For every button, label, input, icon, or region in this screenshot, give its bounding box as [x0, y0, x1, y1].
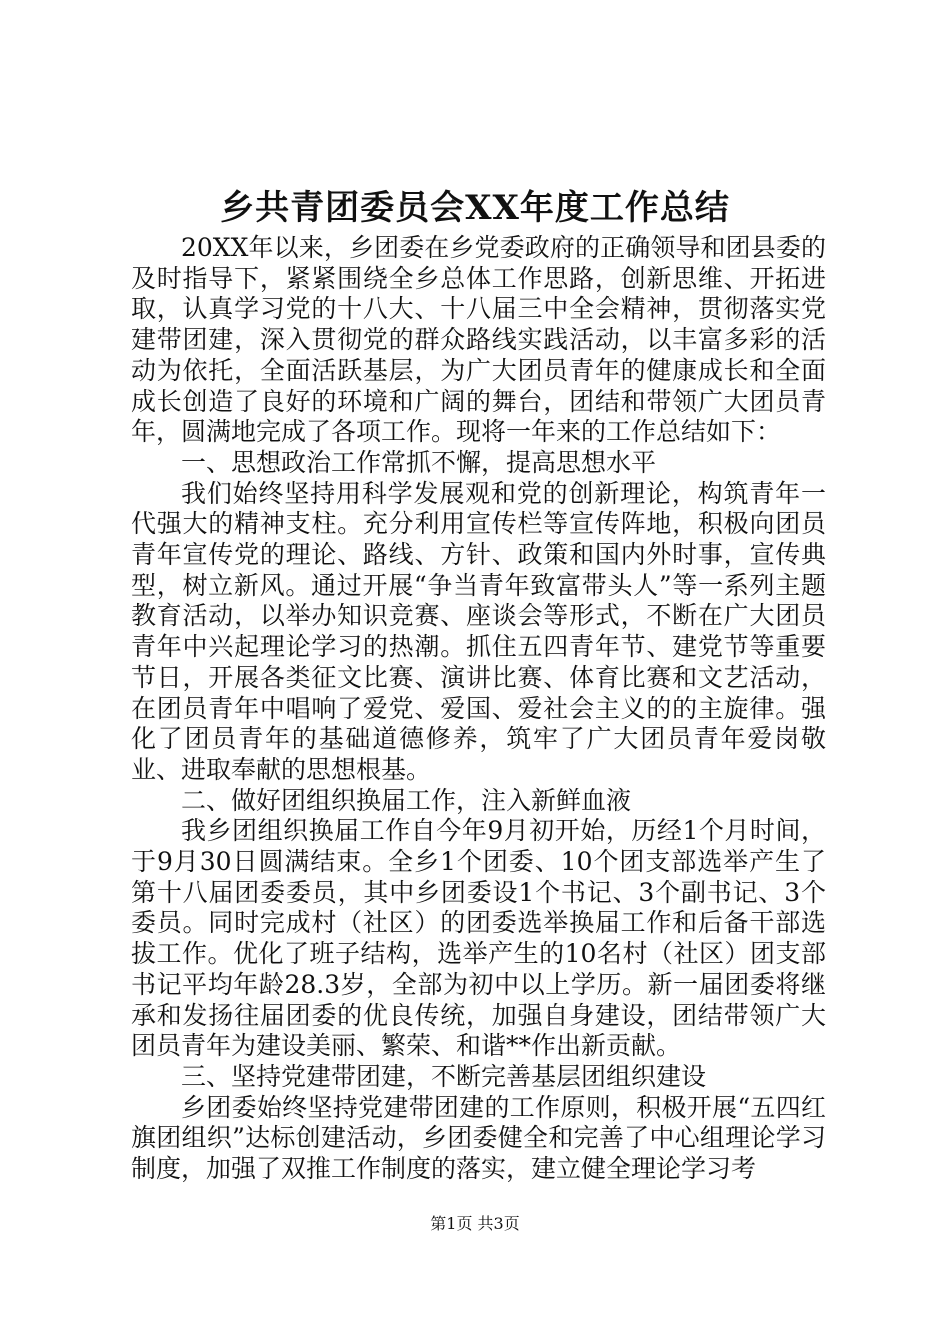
- section-heading-2: 二、做好团组织换届工作，注入新鲜血液: [181, 785, 632, 815]
- section-2-paragraph: 我乡团组织换届工作自今年9月初开始，历经1个月时间，于9月30日圆满结束。全乡1个团委、10个团支部选举产生了第十八届团委委员，其中乡团委设1个书记、3个副书记、3个委员。同时完成村（社区）的团委选举换届工作和后备干部选拔工作。优化了班子结构，选举产生的10名村（社区）团支部书记平均年龄28.3岁，全部为初中以上学历。新一届团委将继承和发扬往届团委的优良传统，加强自身建设，团结带领广大团员青年为建设美丽、繁荣、和谐**作出新贡献。: [131, 816, 826, 1061]
- intro-paragraph: 20XX年以来，乡团委在乡党委政府的正确领导和团县委的及时指导下，紧紧围绕全乡总体工作思路，创新思维、开拓进取，认真学习党的十八大、十八届三中全会精神，贯彻落实党建带团建，深入贯彻党的群众路线实践活动，以丰富多彩的活动为依托，全面活跃基层，为广大团员青年的健康成长和全面成长创造了良好的环境和广阔的舞台，团结和带领广大团员青年，圆满地完成了各项工作。现将一年来的工作总结如下：: [131, 233, 826, 447]
- section-1-paragraph: 我们始终坚持用科学发展观和党的创新理论，构筑青年一代强大的精神支柱。充分利用宣传栏等宣传阵地，积极向团员青年宣传党的理论、路线、方针、政策和国内外时事，宣传典型，树立新风。通过开展“争当青年致富带头人”等一系列主题教育活动，以举办知识竞赛、座谈会等形式，不断在广大团员青年中兴起理论学习的热潮。抓住五四青年节、建党节等重要节日，开展各类征文比赛、演讲比赛、体育比赛和文艺活动，在团员青年中唱响了爱党、爱国、爱社会主义的的主旋律。强化了团员青年的基础道德修养，筑牢了广大团员青年爱岗敬业、进取奉献的思想根基。: [131, 478, 826, 784]
- page-footer: 第1页 共3页: [430, 1214, 520, 1233]
- document-body: [131, 233, 826, 1185]
- section-3-paragraph: 乡团委始终坚持党建带团建的工作原则，积极开展“五四红旗团组织”达标创建活动，乡团委健全和完善了中心组理论学习制度，加强了双推工作制度的落实，建立健全理论学习考: [131, 1092, 826, 1184]
- document-title: 乡共青团委员会XX年度工作总结: [220, 188, 730, 228]
- section-heading-1: 一、思想政治工作常抓不懈，提高思想水平: [181, 447, 657, 477]
- section-heading-3: 三、坚持党建带团建，不断完善基层团组织建设: [181, 1061, 707, 1091]
